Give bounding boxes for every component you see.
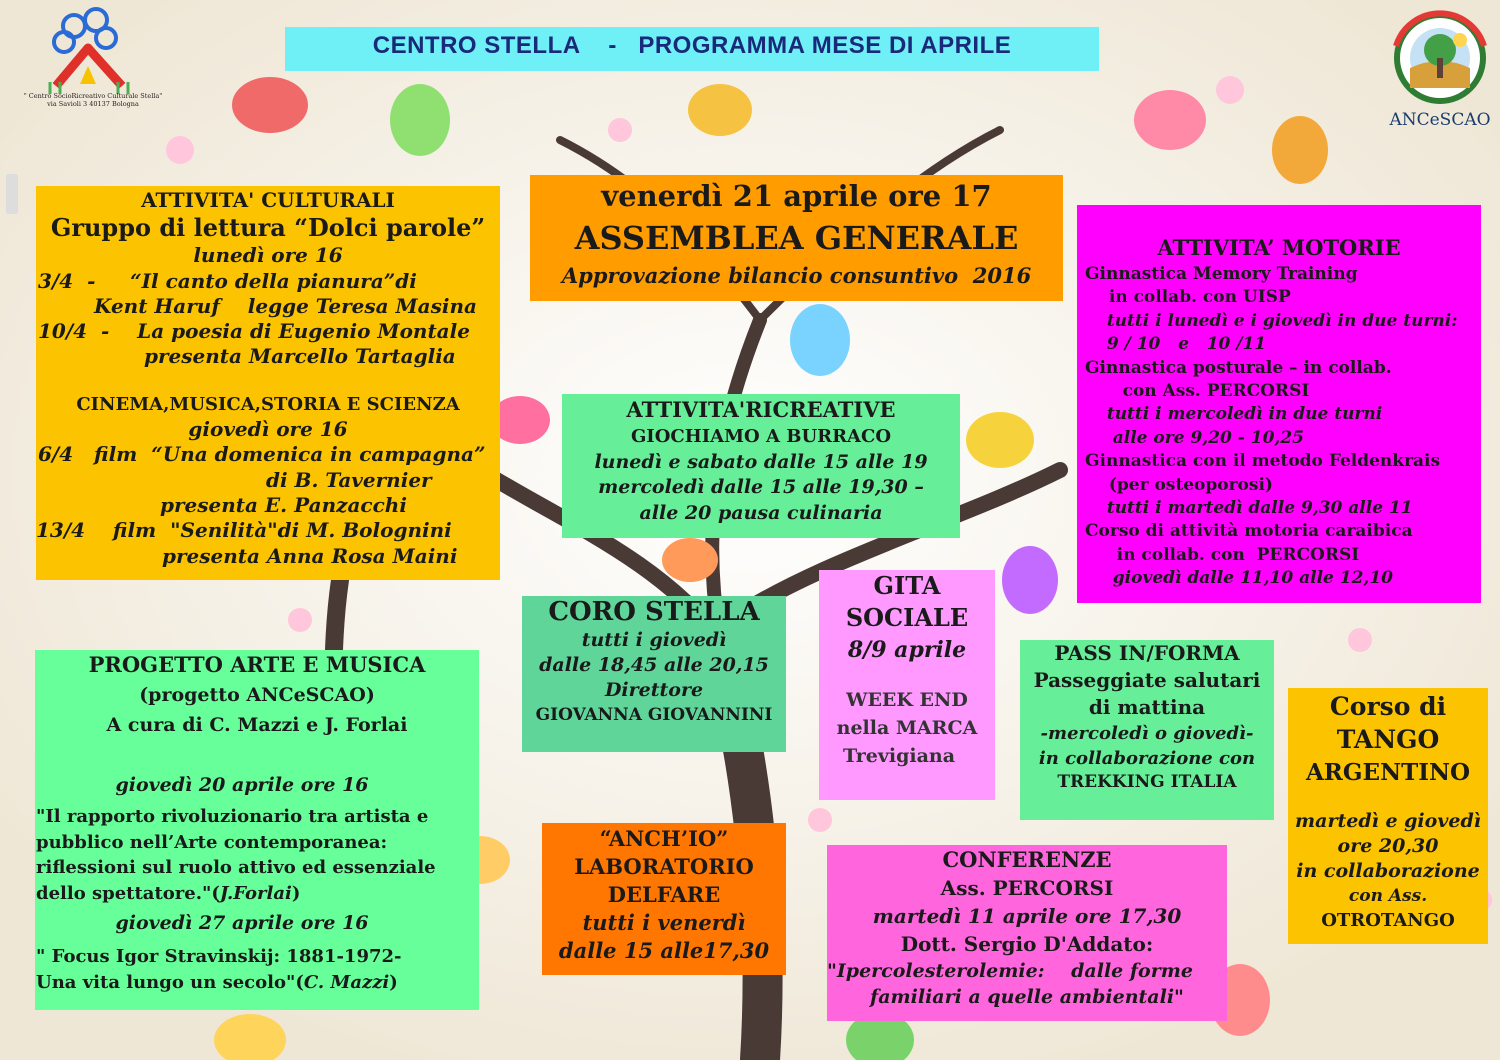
gita-title-2: SOCIALE [845, 603, 969, 632]
tango-title-2: TANGO [1336, 725, 1440, 754]
film-item-2-presenter: presenta Anna Rosa Maini [162, 543, 458, 568]
reading-group-title: Gruppo di lettura “Dolci parole” [50, 213, 486, 243]
ricreative-title: ATTIVITA'RICREATIVE [626, 397, 896, 422]
art-music-project-panel: PROGETTO ARTE E MUSICA (progetto ANCeSCAO) A cura di C. Mazzi e J. Forlai giovedì 20 aprile ore 16 "Il rapporto rivoluzionario tra artista e pubblico nell’Arte contemporanea: riflessioni sul ruolo attivo ed essenziale dello spettatore."(J.Forlai) giovedì 27 aprile ore 16 " Focus Igor Stravinskij: 1881-1972- Una vita lungo un secolo"(C. Mazzi) [35, 650, 479, 1010]
conferences-panel: CONFERENZE Ass. PERCORSI martedì 11 aprile ore 17,30 Dott. Sergio D'Addato: "Ipercolesterolemie: dalle forme familiari a quelle ambientali" [827, 845, 1227, 1021]
film-item-1-director: di B. Tavernier [266, 467, 432, 492]
recreational-activities-panel: ATTIVITA'RICREATIVE GIOCHIAMO A BURRACO lunedì e sabato dalle 15 alle 19 mercoledì dalle 15 alle 19,30 – alle 20 pausa culinaria [562, 394, 960, 538]
coro-director: GIOVANNA GIOVANNINI [535, 705, 773, 725]
reading-item-2-presenter: presenta Marcello Tartaglia [144, 344, 456, 369]
cultural-title: ATTIVITA' CULTURALI [141, 188, 395, 212]
page-title: CENTRO STELLA - PROGRAMMA MESE DI APRILE [372, 32, 1012, 59]
gita-title-1: GITA [873, 571, 941, 600]
arte-title: PROGETTO ARTE E MUSICA [88, 652, 426, 677]
tango-course-panel: Corso di TANGO ARGENTINO martedì e giovedì ore 20,30 in collaborazione con Ass. OTROTANGO [1288, 688, 1488, 944]
social-trip-panel: GITA SOCIALE 8/9 aprile WEEK END nella MARCA Trevigiana [819, 570, 995, 800]
tango-title-1: Corso di [1329, 692, 1447, 721]
arte-date-2: giovedì 27 aprile ore 16 [115, 912, 369, 934]
arte-curators: A cura di C. Mazzi e J. Forlai [106, 714, 408, 736]
ancescao-logo [1380, 6, 1500, 106]
cinema-title: CINEMA,MUSICA,STORIA E SCIENZA [76, 393, 460, 415]
ancescao-name: ANCeSCAO [1389, 110, 1491, 130]
assembly-subtitle: Approvazione bilancio consuntivo 2016 [561, 263, 1032, 288]
reading-item-2: 10/4 - La poesia di Eugenio Montale [38, 319, 470, 344]
reading-item-1-author: Kent Haruf legge Teresa Masina [94, 293, 477, 318]
page-title-banner [285, 27, 1099, 71]
logo-caption: " Centro SocioRicreativo Culturale Stella" via Savioli 3 40137 Bologna [23, 92, 163, 108]
motorie-title: ATTIVITA’ MOTORIE [1157, 235, 1401, 260]
reading-item-1: 3/4 - “Il canto della pianura”di [38, 268, 417, 293]
choir-panel: CORO STELLA tutti i giovedì dalle 18,45 alle 20,15 Direttore GIOVANNA GIOVANNINI [522, 596, 786, 752]
walking-panel: PASS IN/FORMA Passeggiate salutari di mattina -mercoledì o giovedì- in collaborazione con TREKKING ITALIA [1020, 640, 1274, 820]
film-item-1: 6/4 film “Una domenica in campagna” [38, 442, 486, 467]
reading-day: lunedì ore 16 [193, 243, 343, 268]
cinema-day: giovedì ore 16 [188, 417, 348, 442]
film-item-2: 13/4 film "Senilità"di M. Bolognini [36, 518, 452, 543]
burraco-title: GIOCHIAMO A BURRACO [630, 426, 892, 447]
coro-title: CORO STELLA [548, 597, 760, 627]
assembly-date: venerdì 21 aprile ore 17 [601, 179, 992, 213]
general-assembly-panel [530, 175, 1063, 301]
scroll-edge-mark [2, 170, 22, 218]
arte-subtitle: (progetto ANCeSCAO) [139, 684, 375, 706]
motor-activities-panel: ATTIVITA’ MOTORIE Ginnastica Memory Training in collab. con UISP tutti i lunedì e i giovedì in due turni: 9 / 10 e 10 /11 Ginnastica posturale – in collab. con Ass. PERCORSI tutti i mercoledì in due turni alle ore 9,20 - 10,25 Ginnastica con il metodo Feldenkrais (per osteoporosi) tutti i martedì dalle 9,30 alle 11 Corso di attività motoria caraibica in collab. con PERCORSI giovedì dalle 11,10 alle 12,10 [1077, 205, 1481, 603]
anchio-lab-panel: “ANCH’IO” LABORATORIO DELFARE tutti i venerdì dalle 15 alle17,30 [542, 823, 786, 975]
talk-1-author: J.Forlai [219, 882, 292, 904]
conferenze-title: CONFERENZE [942, 847, 1112, 872]
talk-2-author: C. Mazzi [303, 971, 390, 993]
sun-icon [1453, 33, 1467, 47]
pass-title: PASS IN/FORMA [1054, 641, 1240, 665]
film-item-1-presenter: presenta E. Panzacchi [160, 492, 407, 517]
assembly-title: ASSEMBLEA GENERALE [574, 219, 1019, 257]
anchio-title: “ANCH’IO” [599, 826, 729, 851]
tango-title-3: ARGENTINO [1305, 759, 1471, 786]
gita-date: 8/9 aprile [847, 637, 967, 663]
cultural-activities-panel [36, 186, 500, 580]
arte-date-1: giovedì 20 aprile ore 16 [115, 774, 369, 796]
tango-org: OTROTANGO [1321, 910, 1455, 931]
